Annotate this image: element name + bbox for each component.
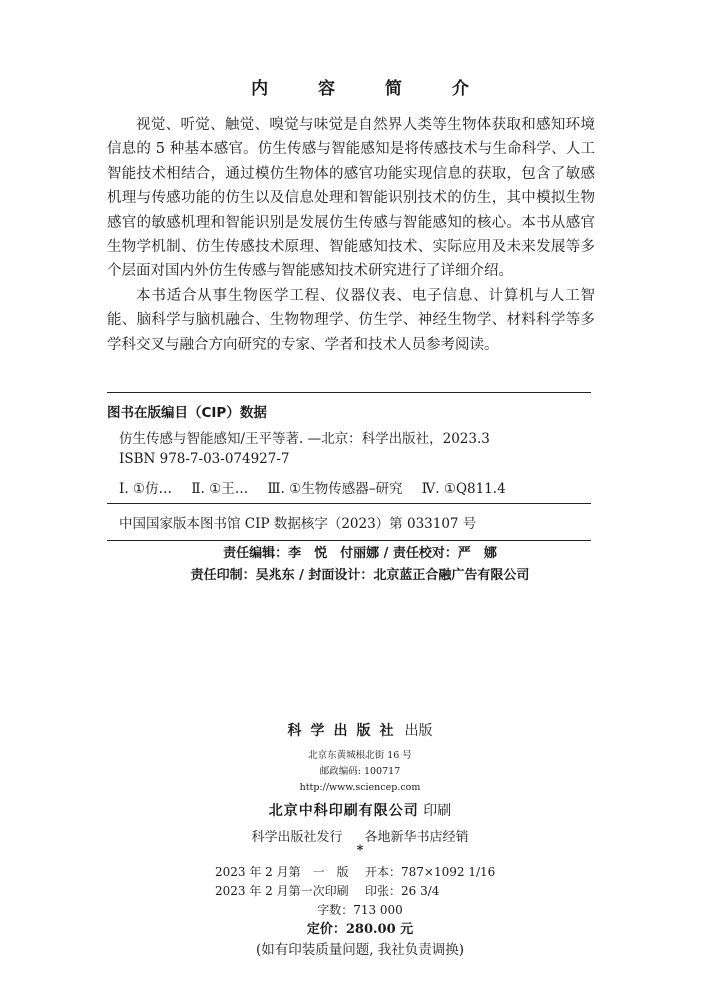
cip-data-block xyxy=(107,392,591,541)
printer-suffix: 印刷 xyxy=(423,803,452,819)
cip-middle-rule xyxy=(107,503,591,504)
publisher-line xyxy=(0,720,720,740)
book-summary xyxy=(107,113,595,357)
cip-top-rule xyxy=(107,392,591,393)
quality-notice: (如有印装质量问题, 我社负责调换) xyxy=(255,942,465,958)
classification-item: Ⅱ. ①王… xyxy=(191,481,249,497)
edition-block xyxy=(215,863,505,901)
printer-line xyxy=(0,800,720,820)
cip-title-line: 仿生传感与智能感知/王平等著. —北京：科学出版社，2023.3 xyxy=(119,431,490,447)
classification-item: Ⅲ. ①生物传感器–研究 xyxy=(267,481,403,497)
format-info: 开本：787×1092 1/16 xyxy=(365,865,496,879)
cip-isbn: ISBN 978-7-03-074927-7 xyxy=(119,451,290,467)
separator-star: * xyxy=(356,843,364,858)
price: 定价：280.00 元 xyxy=(306,922,414,937)
publisher-logotype: 科学出版社 xyxy=(287,723,403,739)
staff-credits xyxy=(0,543,720,587)
edition-info: 2023 年 2 月第 一 版 xyxy=(215,865,349,879)
distributor: 科学出版社发行 xyxy=(251,830,343,845)
postcode: 邮政编码: 100717 xyxy=(319,766,401,777)
classification-item: Ⅰ. ①仿… xyxy=(119,481,173,497)
page-title: 内 容 简 介 xyxy=(251,79,491,99)
sheets-info: 印张：26 3/4 xyxy=(365,884,440,898)
publisher-suffix: 出版 xyxy=(404,723,433,739)
word-count: 字数：713 000 xyxy=(317,903,403,917)
production-line: 责任印制：吴兆东 / 封面设计：北京蓝正合融广告有限公司 xyxy=(190,568,530,583)
summary-paragraph: 本书适合从事生物医学工程、仪器仪表、电子信息、计算机与人工智能、脑科学与脑机融合、生物物理学、仿生学、神经生物学、材料科学等多学科交叉与融合方向研究的专家、学者和技术人员参考阅读。 xyxy=(107,287,595,353)
publisher-website: http://www.sciencep.com xyxy=(299,782,421,793)
cip-classification xyxy=(119,477,591,497)
printing-info: 2023 年 2 月第一次印刷 xyxy=(215,884,349,898)
cip-bottom-rule xyxy=(107,540,591,541)
cip-heading: 图书在版编目（CIP）数据 xyxy=(107,405,267,421)
summary-paragraph: 视觉、听觉、触觉、嗅觉与味觉是自然界人类等生物体获取和感知环境信息的 5 种基本感官。仿生传感与智能感知是将传感技术与生命科学、人工智能技术相结合，通过模仿生物体的感官功能实现信息的获取，包含了敏感机理与传感功能的仿生以及信息处理和智能识别技术的仿生，其中模拟生物感官的敏感机理和智能识别是发展仿生传感与智能感知的核心。本书从感官生物学机制、仿生传感技术原理、智能感知技术、实际应用及未来发展等多个层面对国内外仿生传感与智能感知技术研究进行了详细介绍。 xyxy=(107,117,595,280)
colophon xyxy=(0,720,720,960)
cip-record-number: 中国国家版本图书馆 CIP 数据核字（2023）第 033107 号 xyxy=(119,516,477,532)
classification-item: Ⅳ. ①Q811.4 xyxy=(421,481,506,497)
editors-line: 责任编辑：李 悦 付丽娜 / 责任校对：严 娜 xyxy=(223,546,497,561)
seller: 各地新华书店经销 xyxy=(364,830,469,845)
publisher-address: 北京东黄城根北街 16 号 xyxy=(308,750,412,761)
printer-name: 北京中科印刷有限公司 xyxy=(268,803,419,819)
edition-row xyxy=(215,863,505,882)
printing-row xyxy=(215,882,505,901)
